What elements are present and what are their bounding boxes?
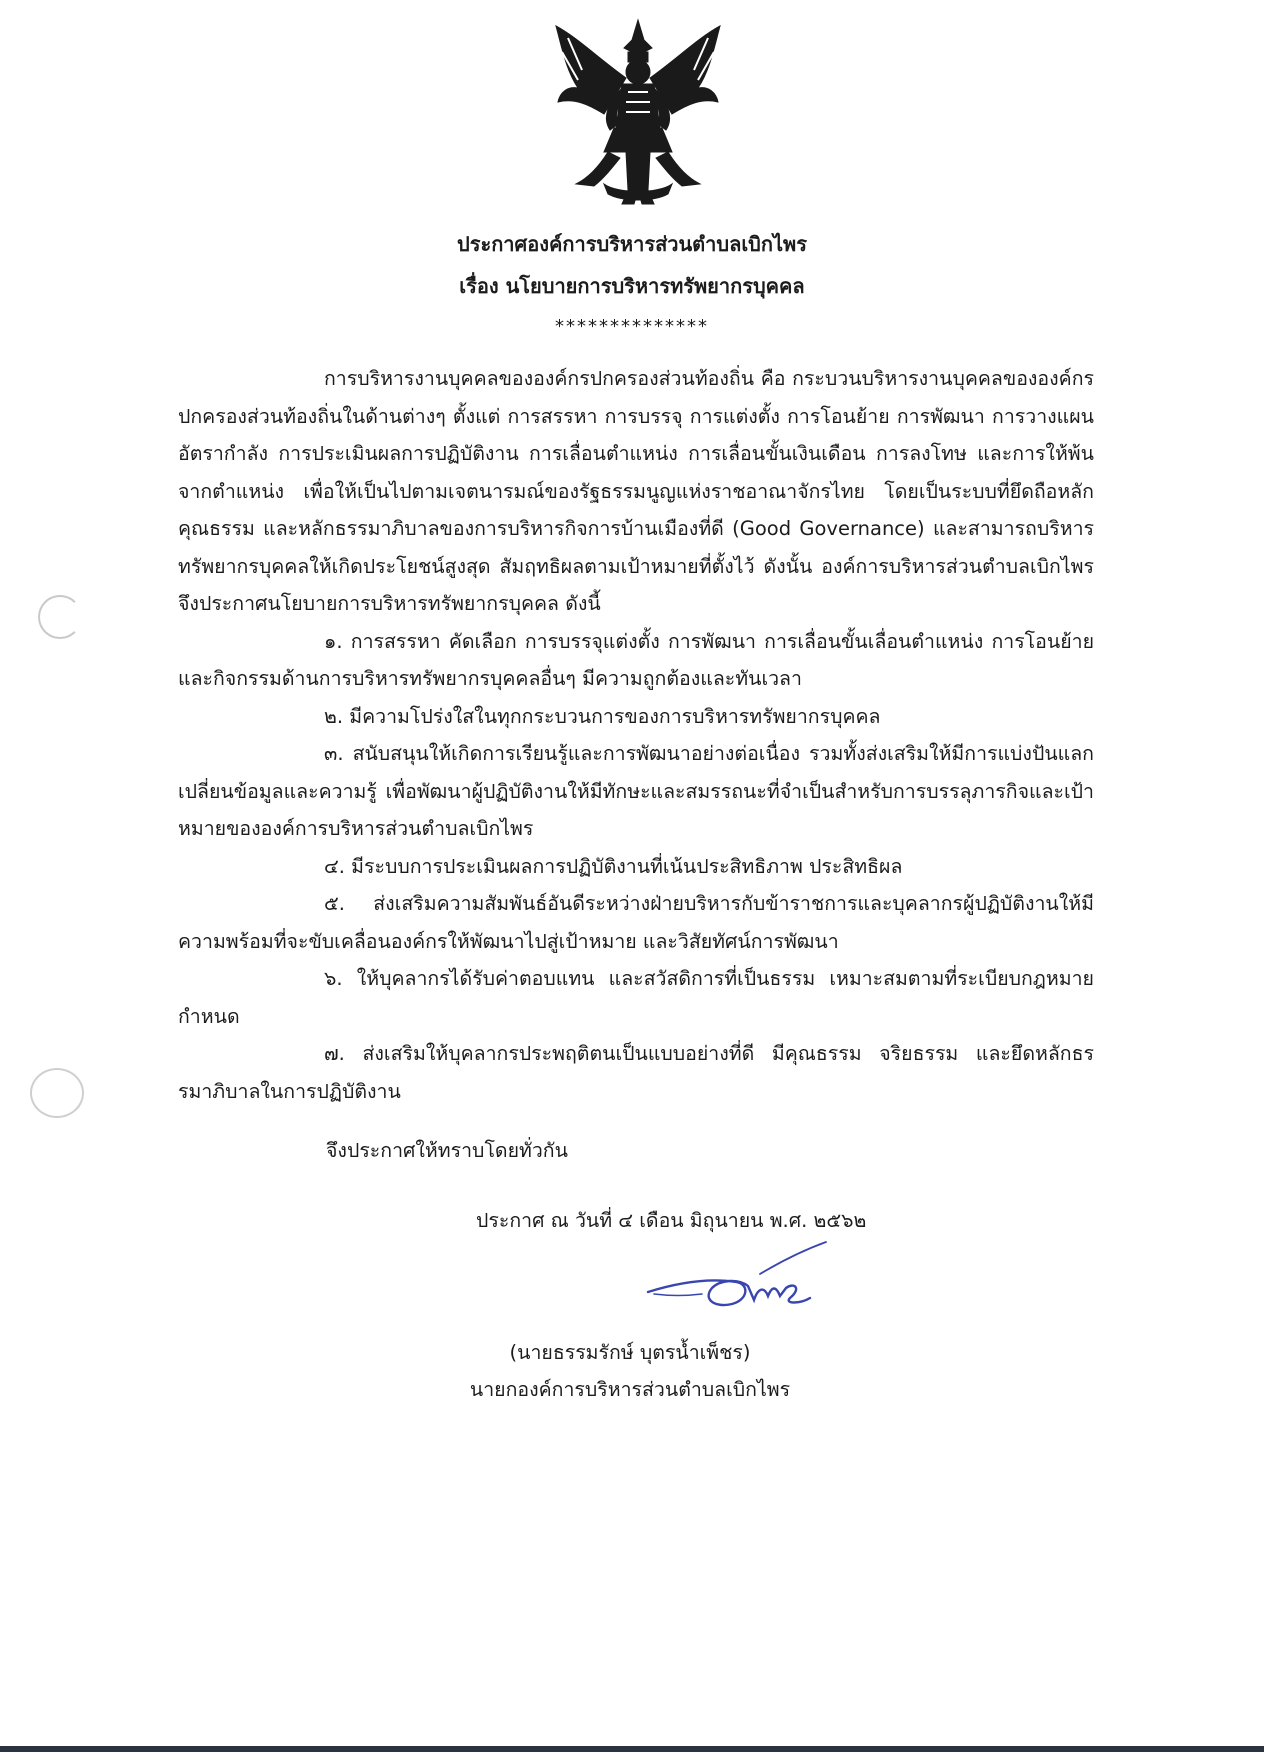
- announcement-body: [178, 360, 1094, 1110]
- policy-item-3: ๓. สนับสนุนให้เกิดการเรียนรู้และการพัฒนาอย่างต่อเนื่อง รวมทั้งส่งเสริมให้มีการแบ่งปันแลกเปลี่ยนข้อมูลและความรู้ เพื่อพัฒนาผู้ปฏิบัติงานให้มีทักษะและสมรรถนะที่จำเป็นสำหรับการบรรลุภารกิจและเป้าหมายขององค์การบริหารส่วนตำบลเบิกไพร: [178, 742, 1094, 840]
- closing-statement: จึงประกาศให้ทราบโดยทั่วกัน: [326, 1139, 568, 1162]
- signature-icon: [640, 1238, 840, 1338]
- announcement-date: ประกาศ ณ วันที่ ๔ เดือน มิถุนายน พ.ศ. ๒๕๖๒: [476, 1209, 867, 1232]
- policy-item-1: ๑. การสรรหา คัดเลือก การบรรจุแต่งตั้ง การพัฒนา การเลื่อนขั้นเลื่อนตำแหน่ง การโอนย้าย และกิจกรรมด้านการบริหารทรัพยากรบุคคลอื่นๆ มีความถูกต้องและทันเวลา: [178, 629, 1094, 690]
- punch-hole-mark: [30, 1068, 84, 1118]
- policy-item-7: ๗. ส่งเสริมให้บุคลากรประพฤติตนเป็นแบบอย่างที่ดี มีคุณธรรม จริยธรรม และยึดหลักธรรมาภิบาลในการปฏิบัติงาน: [178, 1042, 1094, 1103]
- signer-name: (นายธรรมรักษ์ บุตรน้ำเพ็ชร): [509, 1341, 751, 1364]
- policy-item-4: ๔. มีระบบการประเมินผลการปฏิบัติงานที่เน้นประสิทธิภาพ ประสิทธิผล: [324, 854, 903, 878]
- title-separator: **************: [555, 316, 709, 337]
- announcement-subject: เรื่อง นโยบายการบริหารทรัพยากรบุคคล: [459, 274, 805, 298]
- punch-hole-mark: [38, 595, 82, 639]
- signer-title: นายกองค์การบริหารส่วนตำบลเบิกไพร: [469, 1378, 791, 1401]
- garuda-emblem-icon: [548, 18, 728, 208]
- policy-item-5: ๕. ส่งเสริมความสัมพันธ์อันดีระหว่างฝ่ายบริหารกับข้าราชการและบุคลากรผู้ปฏิบัติงานให้มีความพร้อมที่จะขับเคลื่อนองค์กรให้พัฒนาไปสู่เป้าหมาย และวิสัยทัศน์การพัฒนา: [178, 892, 1094, 953]
- intro-paragraph: การบริหารงานบุคคลขององค์กรปกครองส่วนท้องถิ่น คือ กระบวนบริหารงานบุคคลขององค์กรปกครองส่วนท้องถิ่นในด้านต่างๆ ตั้งแต่ การสรรหา การบรรจุ การแต่งตั้ง การโอนย้าย การพัฒนา การวางแผนอัตรากำลัง การประเมินผลการปฏิบัติงาน การเลื่อนตำแหน่ง การเลื่อนขั้นเงินเดือน การลงโทษ และการให้พ้นจากตำแหน่ง เพื่อให้เป็นไปตามเจตนารมณ์ของรัฐธรรมนูญแห่งราชอาณาจักรไทย โดยเป็นระบบที่ยึดถือหลักคุณธรรม และหลักธรรมาภิบาลของการบริหารกิจการบ้านเมืองที่ดี (Good Governance) และสามารถบริหารทรัพยากรบุคคลให้เกิดประโยชน์สูงสุด สัมฤทธิผลตามเป้าหมายที่ตั้งไว้ ดังนั้น องค์การบริหารส่วนตำบลเบิกไพร จึงประกาศนโยบายการบริหารทรัพยากรบุคคล ดังนี้: [178, 367, 1094, 615]
- announcement-title: ประกาศองค์การบริหารส่วนตำบลเบิกไพร: [457, 232, 807, 256]
- policy-item-6: ๖. ให้บุคลากรได้รับค่าตอบแทน และสวัสดิการที่เป็นธรรม เหมาะสมตามที่ระเบียบกฎหมายกำหนด: [178, 967, 1094, 1028]
- policy-item-2: ๒. มีความโปร่งใสในทุกกระบวนการของการบริหารทรัพยากรบุคคล: [324, 704, 881, 728]
